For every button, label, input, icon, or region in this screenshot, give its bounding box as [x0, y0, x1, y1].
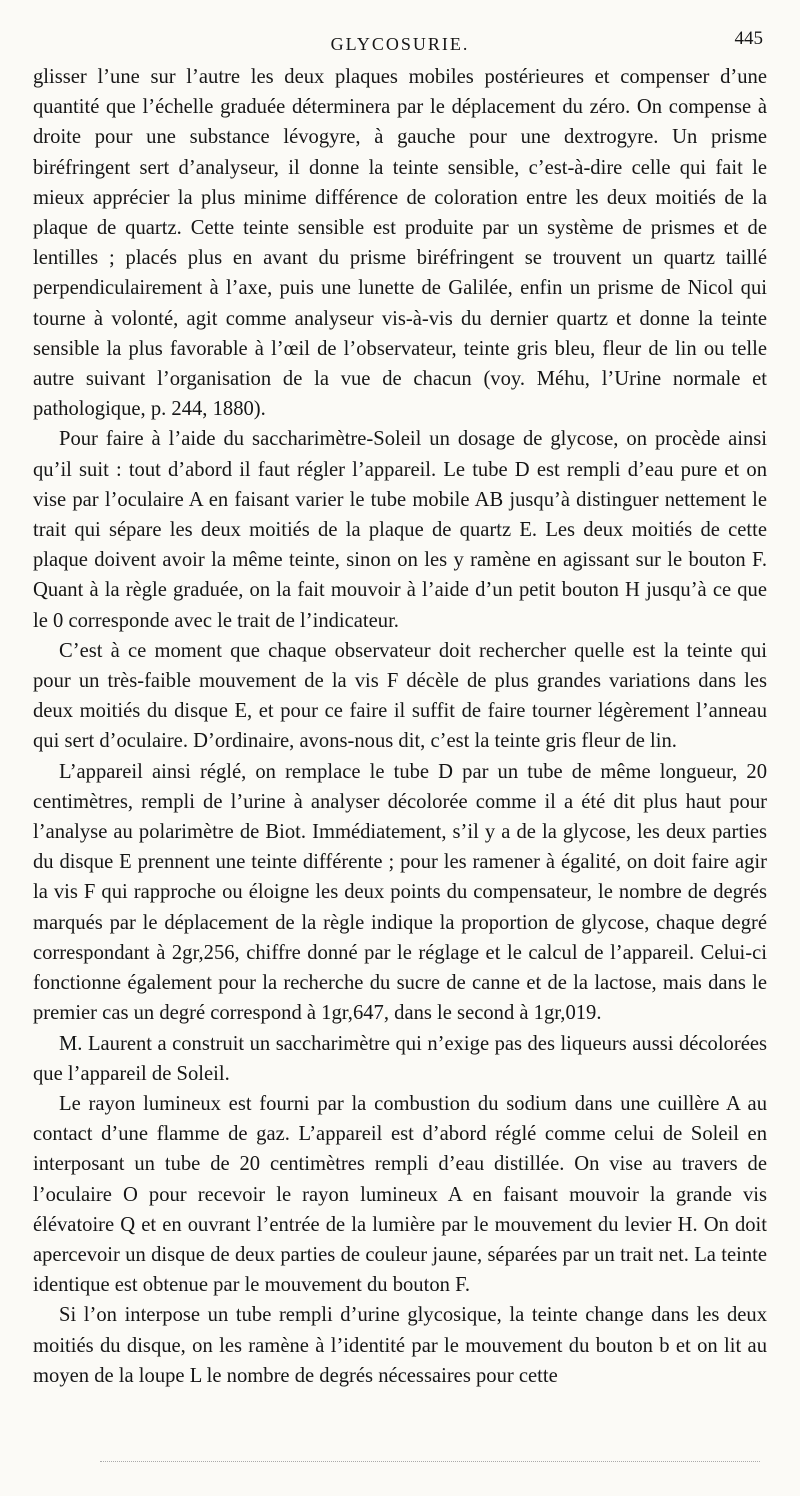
running-title: GLYCOSURIE.	[330, 34, 470, 54]
paragraph-laurent: M. Laurent a construit un saccharimètre qui n’exige pas des liqueurs aussi décolorées que l’appareil de Soleil.	[33, 1032, 767, 1085]
paragraph-dosage-soleil: Pour faire à l’aide du saccharimètre-Soleil un dosage de glycose, on procède ainsi qu’il suit : tout d’abord il faut régler l’appareil. Le tube D est rempli d’eau pure et on vise par l’oculaire A en faisant varier le tube mobile AB jusqu’à distinguer nettement le trait qui sépare les deux moitiés de la plaque de quartz E. Les deux moitiés de cette plaque doivent avoir la même teinte, sinon on les y ramène en agissant sur le bouton F. Quant à la règle graduée, on la fait mouvoir à l’aide d’un petit bouton H jusqu’à ce que le 0 corresponde avec le trait de l’indicateur.	[33, 428, 767, 632]
paragraph-continuation: glisser l’une sur l’autre les deux plaques mobiles postérieures et compenser d’une quantité que l’échelle graduée déterminera par le déplacement du zéro. On compense à droite pour une substance lévogyre, à gauche pour une dextrogyre. Un prisme biréfringent sert d’analyseur, il donne la teinte sensible, c’est-à-dire celle qui fait le mieux apprécier la plus minime différence de coloration entre les deux moitiés de la plaque de quartz. Cette teinte sensible est produite par un système de prismes et de lentilles ; placés plus en avant du prisme biréfringent se trouvent un quartz taillé perpendiculairement à l’axe, puis une lunette de Galilée, enfin un prisme de Nicol qui tourne à volonté, agit comme analyseur vis-à-vis du dernier quartz et donne la teinte sensible la plus favorable à l’œil de l’observateur, teinte gris bleu, fleur de lin ou telle autre suivant l’organisation de la vue de chacun (voy. Méhu, l’Urine normale et pathologique, p. 244, 1880).	[33, 66, 767, 421]
footer-rule	[100, 1461, 760, 1462]
body-text	[33, 62, 767, 1391]
paragraph-urine-glycosique: Si l’on interpose un tube rempli d’urine glycosique, la teinte change dans les deux moitiés du disque, on les ramène à l’identité par le mouvement du bouton b et on lit au moyen de la loupe L le nombre de degrés nécessaires pour cette	[33, 1304, 767, 1387]
paragraph-rayon-lumineux: Le rayon lumineux est fourni par la combustion du sodium dans une cuillère A au contact d’une flamme de gaz. L’appareil est d’abord réglé comme celui de Soleil en interposant un tube de 20 centimètres rempli d’eau distillée. On vise au travers de l’oculaire O pour recevoir le rayon lumineux A en faisant mouvoir la grande vis élévatoire Q et en ouvrant l’entrée de la lumière par le mouvement du levier H. On doit apercevoir un disque de deux parties de couleur jaune, séparées par un trait net. La teinte identique est obtenue par le mouvement du bouton F.	[33, 1092, 767, 1297]
page-number: 445	[734, 28, 763, 49]
paragraph-appareil-regle: L’appareil ainsi réglé, on remplace le tube D par un tube de même longueur, 20 centimètres, rempli de l’urine à analyser décolorée comme il a été dit plus haut pour l’analyse au polarimètre de Biot. Immédiatement, s’il y a de la glycose, les deux parties du disque E prennent une teinte différente ; pour les ramener à égalité, on doit faire agir la vis F qui rapproche ou éloigne les deux points du compensateur, le nombre de degrés marqués par le déplacement de la règle indique la proportion de glycose, chaque degré correspondant à 2gr,256, chiffre donné par le réglage et le calcul de l’appareil. Celui-ci fonctionne également pour la recherche du sucre de canne et de la lactose, mais dans le premier cas un degré correspond à 1gr,647, dans le second à 1gr,019.	[33, 760, 767, 1025]
page-header	[33, 28, 767, 62]
book-page	[33, 28, 767, 1391]
paragraph-teinte: C’est à ce moment que chaque observateur doit rechercher quelle est la teinte qui pour un très-faible mouvement de la vis F décèle de plus grandes variations dans les deux moitiés du disque E, et pour ce faire il suffit de faire tourner légèrement l’anneau qui sert d’oculaire. D’ordinaire, avons-nous dit, c’est la teinte gris fleur de lin.	[33, 639, 767, 753]
